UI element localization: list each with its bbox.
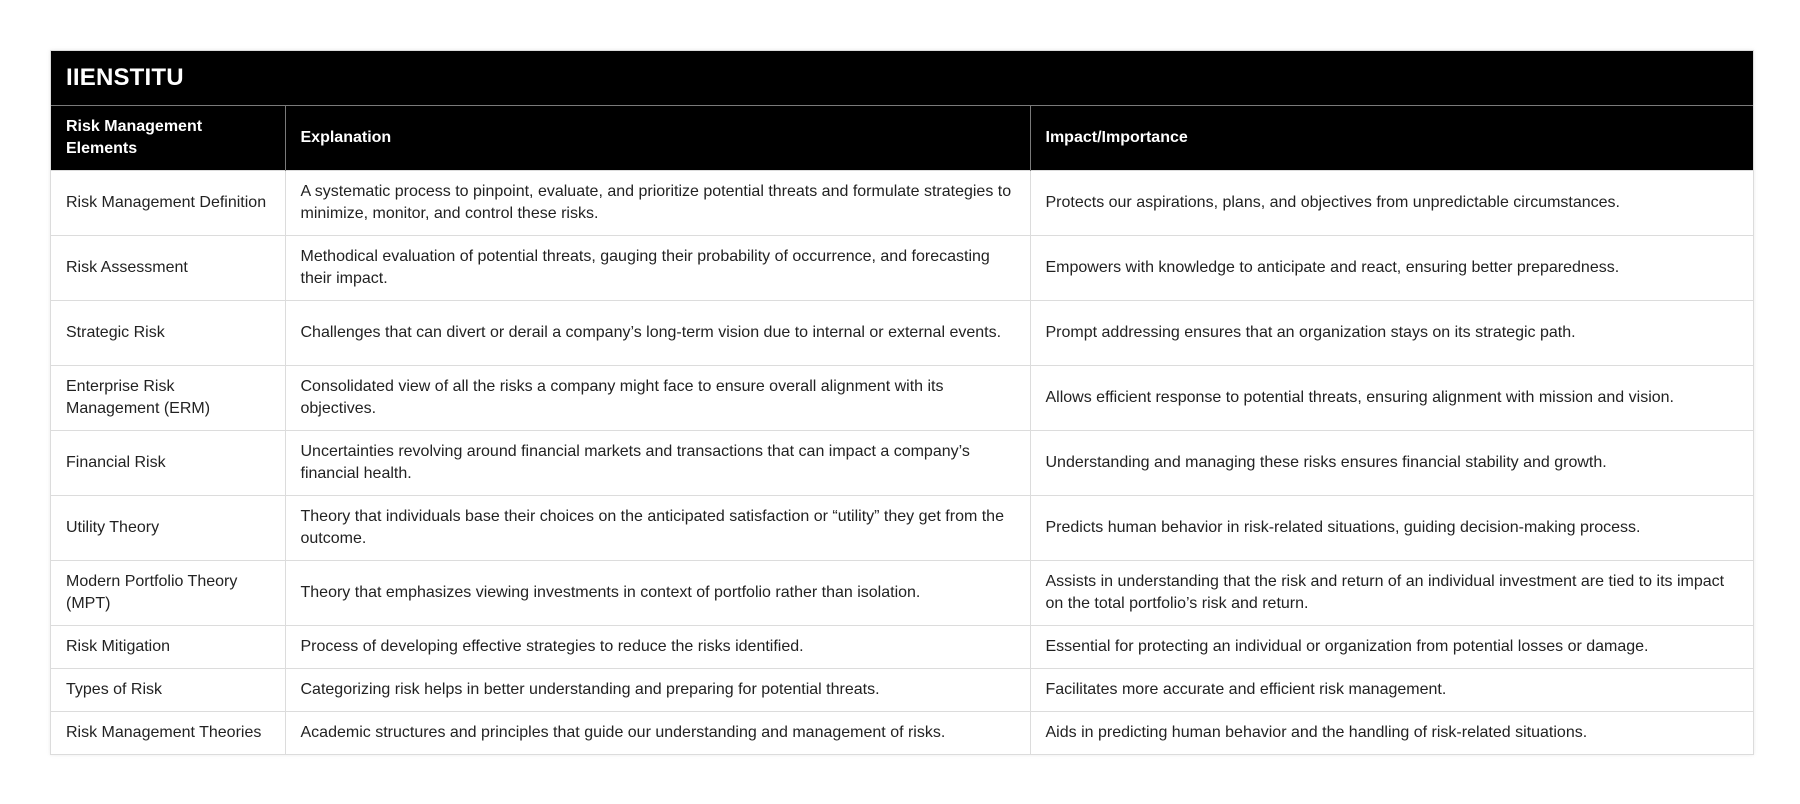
impact-cell: Empowers with knowledge to anticipate and react, ensuring better preparedness. — [1030, 236, 1753, 301]
table-row — [51, 712, 1753, 755]
table-row — [51, 496, 1753, 561]
explanation-cell: Uncertainties revolving around financial markets and transactions that can impact a company’s financial health. — [285, 431, 1030, 496]
impact-cell: Prompt addressing ensures that an organization stays on its strategic path. — [1030, 301, 1753, 366]
impact-cell: Predicts human behavior in risk-related situations, guiding decision-making process. — [1030, 496, 1753, 561]
element-cell: Risk Management Definition — [51, 171, 285, 236]
explanation-cell: Categorizing risk helps in better understanding and preparing for potential threats. — [285, 669, 1030, 712]
explanation-cell: A systematic process to pinpoint, evaluate, and prioritize potential threats and formulate strategies to minimize, monitor, and control these risks. — [285, 171, 1030, 236]
explanation-cell: Process of developing effective strategies to reduce the risks identified. — [285, 626, 1030, 669]
table-row — [51, 626, 1753, 669]
table-row — [51, 236, 1753, 301]
element-cell: Risk Mitigation — [51, 626, 285, 669]
element-cell: Enterprise Risk Management (ERM) — [51, 366, 285, 431]
table-row — [51, 301, 1753, 366]
element-cell: Types of Risk — [51, 669, 285, 712]
table-row — [51, 171, 1753, 236]
table-row — [51, 561, 1753, 626]
impact-cell: Facilitates more accurate and efficient risk management. — [1030, 669, 1753, 712]
element-cell: Strategic Risk — [51, 301, 285, 366]
element-cell: Risk Assessment — [51, 236, 285, 301]
explanation-cell: Theory that emphasizes viewing investments in context of portfolio rather than isolation. — [285, 561, 1030, 626]
table-row — [51, 431, 1753, 496]
explanation-cell: Academic structures and principles that guide our understanding and management of risks. — [285, 712, 1030, 755]
explanation-cell: Consolidated view of all the risks a company might face to ensure overall alignment with its objectives. — [285, 366, 1030, 431]
brand-title: IIENSTITU — [51, 51, 1753, 106]
impact-cell: Allows efficient response to potential threats, ensuring alignment with mission and vision. — [1030, 366, 1753, 431]
header-elements: Risk Management Elements — [51, 106, 285, 171]
explanation-cell: Theory that individuals base their choices on the anticipated satisfaction or “utility” they get from the outcome. — [285, 496, 1030, 561]
impact-cell: Protects our aspirations, plans, and objectives from unpredictable circumstances. — [1030, 171, 1753, 236]
element-cell: Utility Theory — [51, 496, 285, 561]
explanation-cell: Challenges that can divert or derail a company’s long-term vision due to internal or external events. — [285, 301, 1030, 366]
risk-table — [51, 106, 1753, 754]
element-cell: Financial Risk — [51, 431, 285, 496]
impact-cell: Essential for protecting an individual or organization from potential losses or damage. — [1030, 626, 1753, 669]
impact-cell: Aids in predicting human behavior and the handling of risk-related situations. — [1030, 712, 1753, 755]
element-cell: Modern Portfolio Theory (MPT) — [51, 561, 285, 626]
table-row — [51, 669, 1753, 712]
impact-cell: Assists in understanding that the risk and return of an individual investment are tied to its impact on the total portfolio’s risk and return. — [1030, 561, 1753, 626]
risk-table-container — [50, 50, 1754, 755]
header-impact: Impact/Importance — [1030, 106, 1753, 171]
impact-cell: Understanding and managing these risks ensures financial stability and growth. — [1030, 431, 1753, 496]
table-row — [51, 366, 1753, 431]
header-row — [51, 106, 1753, 171]
explanation-cell: Methodical evaluation of potential threats, gauging their probability of occurrence, and forecasting their impact. — [285, 236, 1030, 301]
header-explanation: Explanation — [285, 106, 1030, 171]
element-cell: Risk Management Theories — [51, 712, 285, 755]
